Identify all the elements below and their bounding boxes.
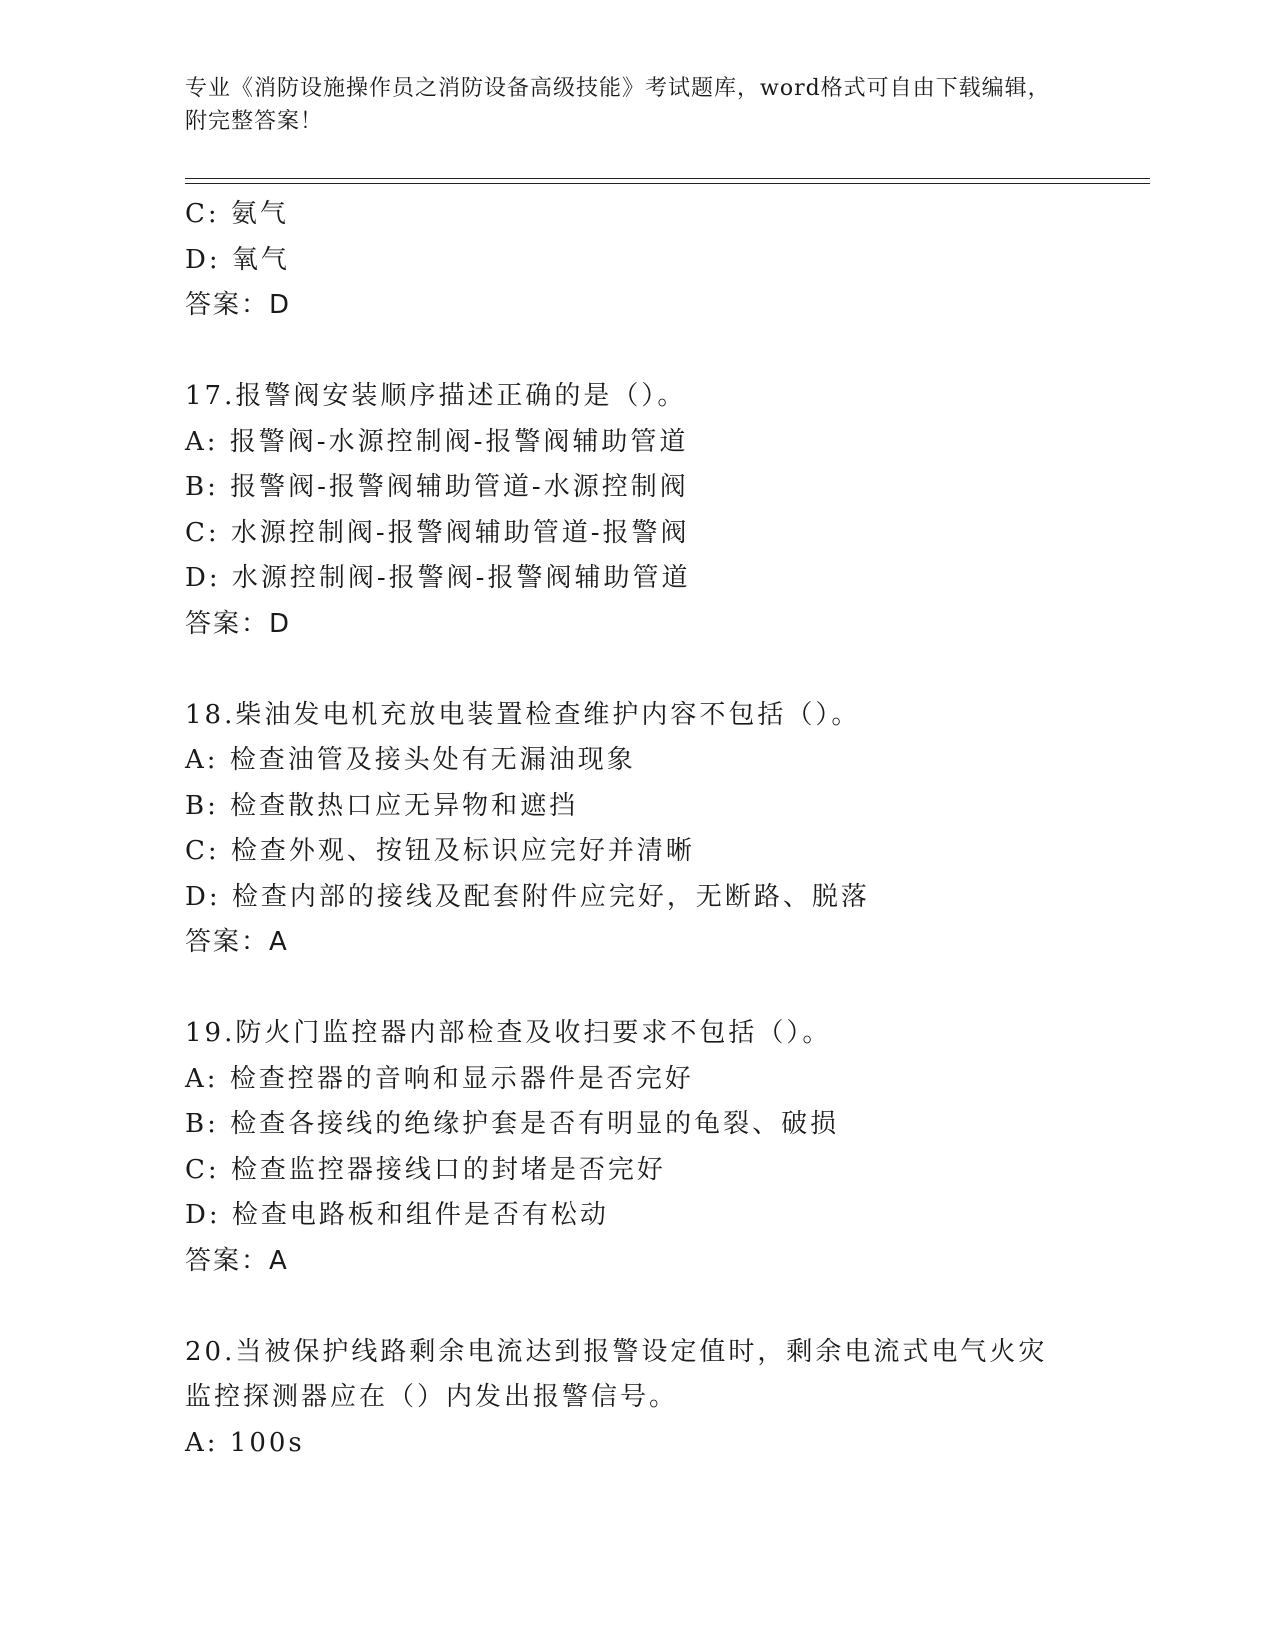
answer-line: 答案：D <box>185 608 292 639</box>
option-d: D: 水源控制阀-报警阀-报警阀辅助管道 <box>185 563 691 593</box>
option-b: B: 检查散热口应无异物和遮挡 <box>185 790 579 821</box>
answer-line: 答案：A <box>185 1245 289 1276</box>
option-d: D: 检查内部的接线及配套附件应完好，无断路、脱落 <box>185 881 870 912</box>
document-body <box>185 192 1085 1466</box>
option-a: A: 100s <box>185 1427 305 1458</box>
question-stem: 18.柴油发电机充放电装置检查维护内容不包括（）。 <box>185 699 861 730</box>
question-stem: 19.防火门监控器内部检查及收扫要求不包括（）。 <box>185 1018 832 1048</box>
question-stem: 20.当被保护线路剩余电流达到报警设定值时，剩余电流式电气火灾监控探测器应在（）内发出报警信号。 <box>185 1336 1048 1412</box>
header-divider-top <box>185 178 1150 179</box>
answer-line: 答案：D <box>185 290 292 320</box>
answer-line: 答案：A <box>185 927 289 957</box>
option-b: B: 报警阀-报警阀辅助管道-水源控制阀 <box>185 472 689 502</box>
option-a: A: 报警阀-水源控制阀-报警阀辅助管道 <box>185 426 689 457</box>
option-b: B: 检查各接线的绝缘护套是否有明显的龟裂、破损 <box>185 1109 840 1139</box>
option-c: C: 氨气 <box>185 199 289 229</box>
option-d: D: 检查电路板和组件是否有松动 <box>185 1200 609 1230</box>
option-c: C: 检查外观、按钮及标识应完好并清晰 <box>185 836 695 866</box>
option-a: A: 检查控器的音响和显示器件是否完好 <box>185 1063 694 1094</box>
document-header: 专业《消防设施操作员之消防设备高级技能》考试题库，word格式可自由下载编辑，附完整答案！ <box>185 76 1051 134</box>
question-stem: 17.报警阀安装顺序描述正确的是（）。 <box>185 381 687 411</box>
option-c: C: 检查监控器接线口的封堵是否完好 <box>185 1154 666 1185</box>
option-c: C: 水源控制阀-报警阀辅助管道-报警阀 <box>185 517 690 548</box>
option-d: D: 氧气 <box>185 244 290 275</box>
option-a: A: 检查油管及接头处有无漏油现象 <box>185 745 636 775</box>
header-divider-bottom <box>185 183 1150 184</box>
